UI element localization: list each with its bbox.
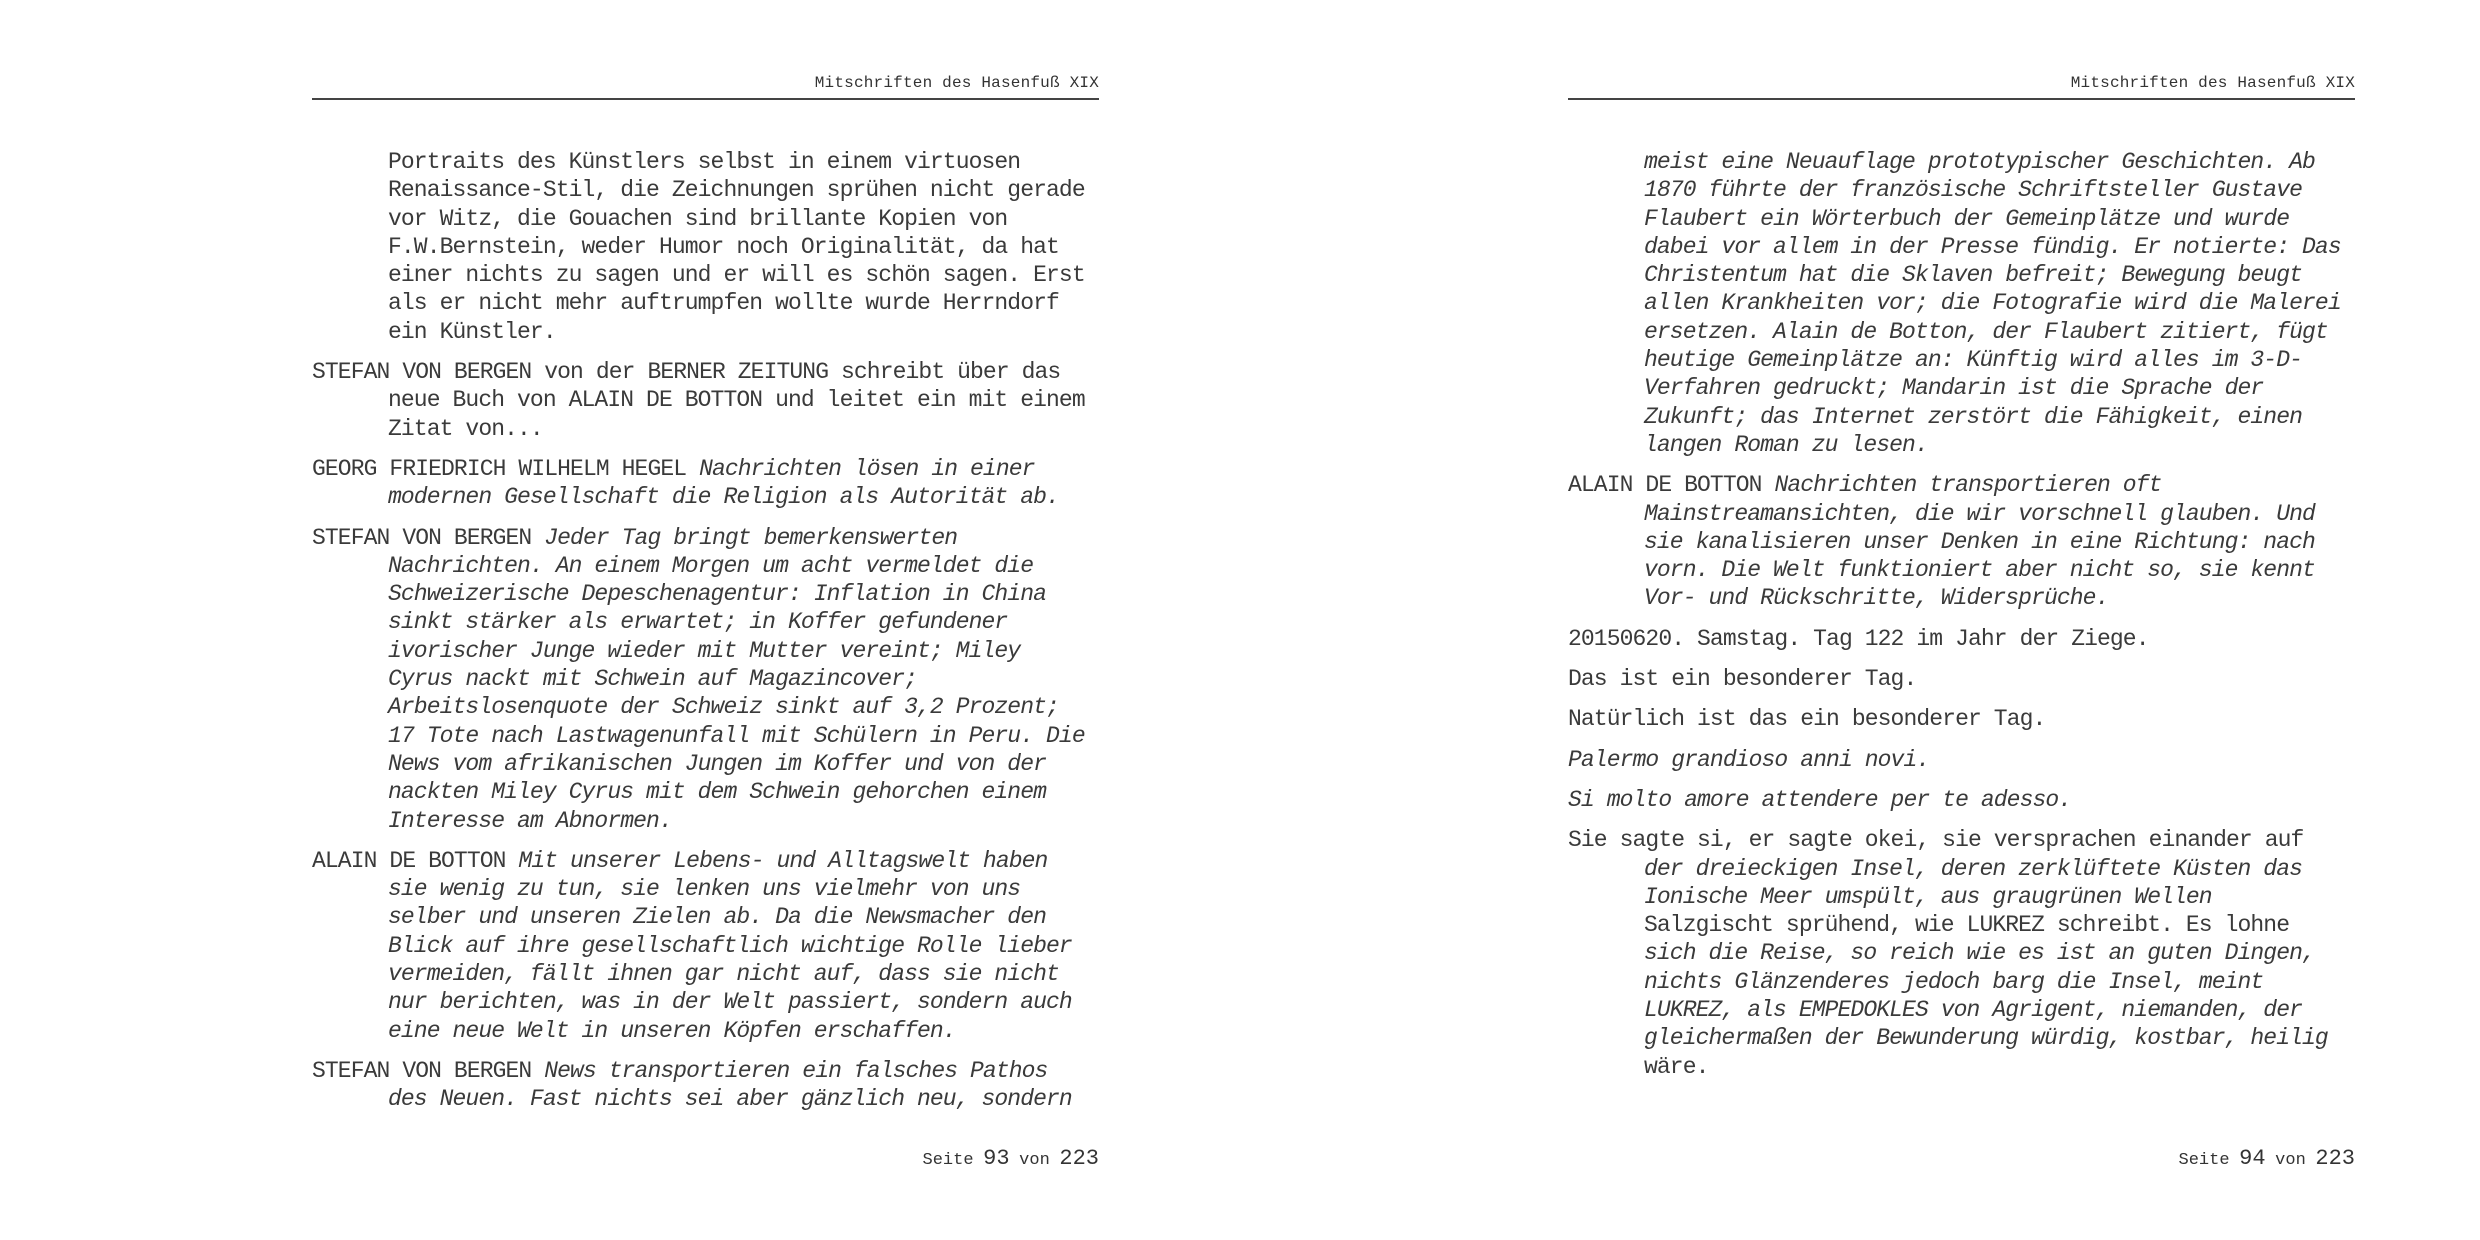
text-line: ivorischer Junge wieder mit Mutter vereint; Miley	[388, 637, 1021, 664]
text-line: Zukunft; das Internet zerstört die Fähigkeit, einen	[1644, 403, 2303, 430]
text-line: sie kanalisieren unser Denken in eine Richtung: nach	[1644, 528, 2315, 555]
text-line: Ionische Meer umspült, aus graugrünen Wellen	[1644, 883, 2212, 910]
text-line: dabei vor allem in der Presse fündig. Er notierte: Das	[1644, 233, 2341, 260]
speaker-name: ALAIN DE BOTTON	[1568, 472, 1762, 499]
date-line: 20150620. Samstag. Tag 122 im Jahr der Ziege.	[1568, 625, 2149, 652]
text-line: Sie sagte si, er sagte okei, sie versprachen einander auf	[1568, 827, 2304, 854]
footer-of: von	[2275, 1151, 2306, 1170]
text-line: gleichermaßen der Bewunderung würdig, kostbar, heilig	[1644, 1025, 2328, 1052]
text-line: einer nichts zu sagen und er will es schön sagen. Erst	[388, 262, 1085, 289]
text-line: vermeiden, fällt ihnen gar nicht auf, dass sie nicht	[388, 961, 1059, 988]
text-line: Portraits des Künstlers selbst in einem virtuosen	[388, 149, 1021, 175]
text-line: Salzgischt sprühend, wie LUKREZ schreibt. Es lohne	[1644, 912, 2290, 939]
total-pages: 223	[2315, 1146, 2355, 1171]
text-line: Flaubert ein Wörterbuch der Gemeinplätze und wurde	[1644, 205, 2290, 232]
text-line: ein Künstler.	[388, 318, 556, 345]
text-line: langen Roman zu lesen.	[1644, 431, 1928, 458]
text-line: nackten Miley Cyrus mit dem Schwein gehorchen einem	[388, 779, 1047, 806]
text-line: nur berichten, was in der Welt passiert, sondern auch	[388, 989, 1072, 1016]
page-body	[312, 148, 1102, 1126]
text-line: F.W.Bernstein, weder Humor noch Originalität, da hat	[388, 233, 1059, 260]
right-page	[1240, 0, 2480, 1240]
text-line: Arbeitslosenquote der Schweiz sinkt auf 3,2 Prozent;	[388, 694, 1059, 721]
text-line: Verfahren gedruckt; Mandarin ist die Sprache der	[1644, 375, 2264, 402]
text-line: modernen Gesellschaft die Religion als Autorität ab.	[388, 484, 1059, 511]
page-body	[1568, 148, 2358, 1093]
text-line: der dreieckigen Insel, deren zerklüftete Küsten das	[1644, 855, 2303, 882]
paragraph	[1568, 471, 2358, 612]
paragraph	[312, 847, 1102, 1045]
text-line: von der BERNER ZEITUNG schreibt über das	[531, 359, 1061, 386]
speaker-name: GEORG FRIEDRICH WILHELM HEGEL	[312, 455, 687, 482]
paragraph	[1568, 826, 2358, 1081]
text-line: Interesse am Abnormen.	[388, 807, 672, 834]
page-number: 93	[983, 1146, 1010, 1171]
text-line: Schweizerische Depeschenagentur: Inflation in China	[388, 581, 1047, 608]
paragraph: Natürlich ist das ein besonderer Tag.	[1568, 706, 2046, 733]
text-line: als er nicht mehr auftrumpfen wollte wurde Herrndorf	[388, 290, 1059, 317]
text-line: sich die Reise, so reich wie es ist an guten Dingen,	[1644, 940, 2315, 967]
text-line: vor Witz, die Gouachen sind brillante Kopien von	[388, 205, 1008, 232]
footer-label: Seite	[2178, 1151, 2230, 1170]
text-line: heutige Gemeinplätze an: Künftig wird alles im 3-D-	[1644, 347, 2303, 374]
text-line: neue Buch von ALAIN DE BOTTON und leitet ein mit einem	[388, 387, 1085, 414]
italic-line: Palermo grandioso anni novi.	[1568, 746, 1930, 773]
page-footer	[312, 1146, 1099, 1171]
text-line: sinkt stärker als erwartet; in Koffer gefundener	[388, 609, 1008, 636]
paragraph	[312, 524, 1102, 835]
page-footer	[1568, 1146, 2355, 1171]
running-header: Mitschriften des Hasenfuß XIX	[312, 74, 1099, 100]
text-line: Vor- und Rückschritte, Widersprüche.	[1644, 585, 2109, 612]
text-line: Cyrus nackt mit Schwein auf Magazincover;	[388, 666, 917, 693]
text-line: sie wenig zu tun, sie lenken uns vielmehr von uns	[388, 876, 1021, 903]
text-line: eine neue Welt in unseren Köpfen erschaffen.	[388, 1017, 956, 1044]
text-line: ersetzen. Alain de Botton, der Flaubert zitiert, fügt	[1644, 318, 2328, 345]
text-line: Renaissance-Stil, die Zeichnungen sprühen nicht gerade	[388, 177, 1085, 204]
text-line: Nachrichten. An einem Morgen um acht vermeldet die	[388, 552, 1034, 579]
text-line: wäre.	[1644, 1053, 1709, 1080]
text-line: nichts Glänzenderes jedoch barg die Insel, meint	[1644, 968, 2264, 995]
total-pages: 223	[1059, 1146, 1099, 1171]
text-line: Nachrichten lösen in einer	[686, 455, 1035, 482]
paragraph	[312, 455, 1102, 512]
text-line: des Neuen. Fast nichts sei aber gänzlich neu, sondern	[388, 1086, 1072, 1113]
speaker-name: ALAIN DE BOTTON	[312, 847, 506, 874]
page-number: 94	[2239, 1146, 2266, 1171]
paragraph	[312, 1057, 1102, 1114]
speaker-name: STEFAN VON BERGEN	[312, 1057, 532, 1084]
footer-of: von	[1019, 1151, 1050, 1170]
text-line: Blick auf ihre gesellschaftlich wichtige Rolle lieber	[388, 932, 1072, 959]
italic-line: Si molto amore attendere per te adesso.	[1568, 786, 2072, 813]
text-line: Nachrichten transportieren oft	[1761, 472, 2162, 499]
text-line: 1870 führte der französische Schriftsteller Gustave	[1644, 177, 2303, 204]
paragraph	[312, 148, 1102, 346]
text-line: Zitat von...	[388, 415, 543, 442]
text-line: Christentum hat die Sklaven befreit; Bewegung beugt	[1644, 262, 2303, 289]
text-line: News transportieren ein falsches Pathos	[531, 1057, 1048, 1084]
text-line: News vom afrikanischen Jungen im Koffer und von der	[388, 750, 1047, 777]
text-line: meist eine Neuauflage prototypischer Geschichten. Ab	[1644, 149, 2315, 175]
paragraph	[1568, 148, 2358, 459]
text-line: Mit unserer Lebens- und Alltagswelt haben	[505, 847, 1048, 874]
footer-label: Seite	[922, 1151, 974, 1170]
text-line: LUKREZ, als EMPEDOKLES von Agrigent, niemanden, der	[1644, 997, 2303, 1024]
text-line: Mainstreamansichten, die wir vorschnell glauben. Und	[1644, 500, 2315, 527]
text-line: selber und unseren Zielen ab. Da die Newsmacher den	[388, 904, 1047, 931]
speaker-name: STEFAN VON BERGEN	[312, 359, 532, 386]
paragraph	[312, 358, 1102, 443]
paragraph: Das ist ein besonderer Tag.	[1568, 666, 1917, 693]
text-line: allen Krankheiten vor; die Fotografie wird die Malerei	[1644, 290, 2341, 317]
text-line: 17 Tote nach Lastwagenunfall mit Schülern in Peru. Die	[388, 722, 1085, 749]
speaker-name: STEFAN VON BERGEN	[312, 524, 532, 551]
text-line: Jeder Tag bringt bemerkenswerten	[531, 524, 958, 551]
running-header: Mitschriften des Hasenfuß XIX	[1568, 74, 2355, 100]
text-line: vorn. Die Welt funktioniert aber nicht so, sie kennt	[1644, 557, 2315, 584]
